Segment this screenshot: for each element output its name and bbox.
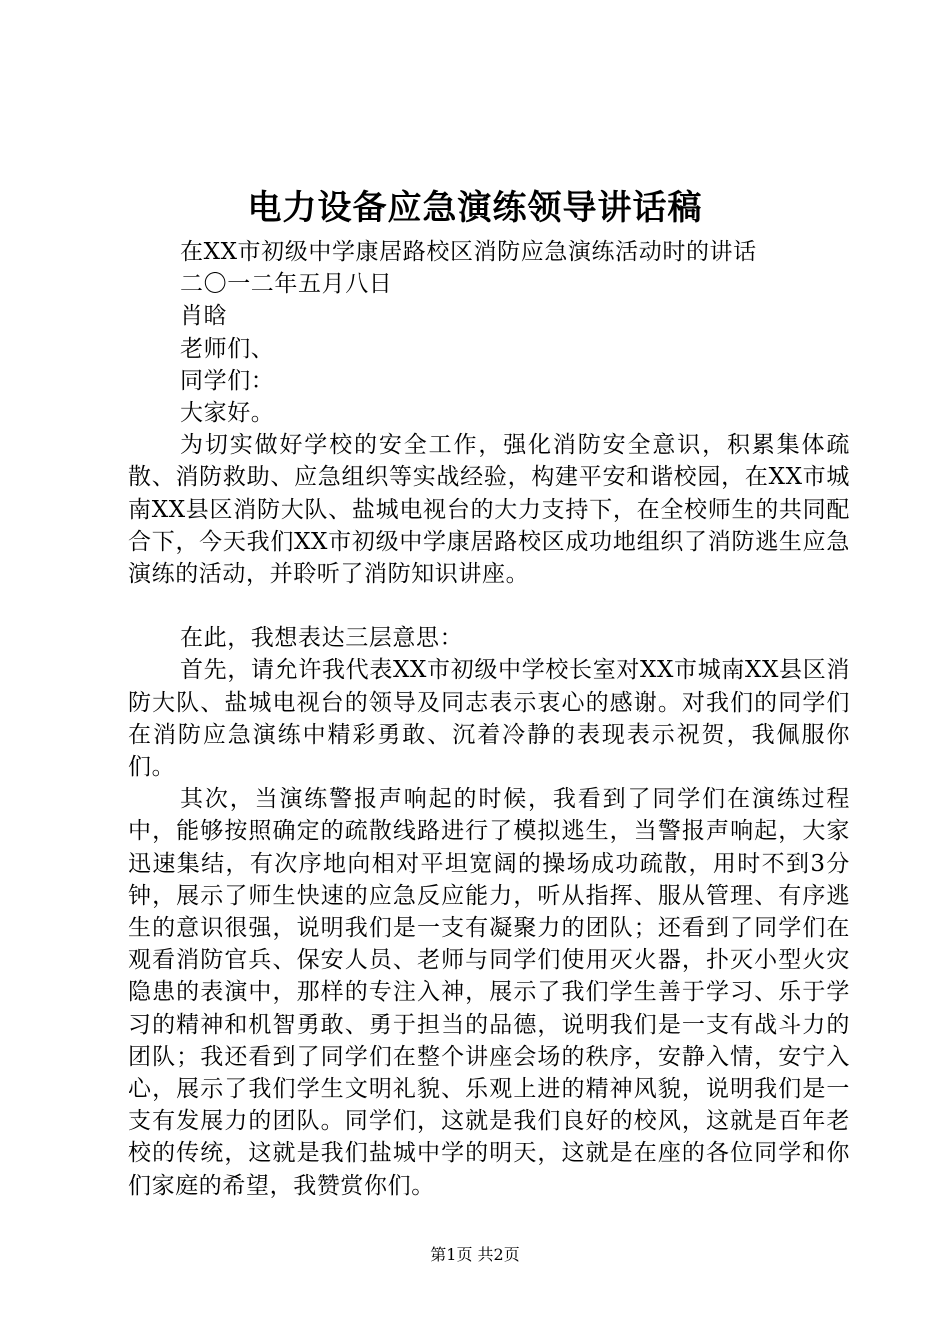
greeting-line: 大家好。 bbox=[180, 400, 275, 427]
paragraph-intro: 为切实做好学校的安全工作，强化消防安全意识，积累集体疏散、消防救助、应急组织等实战经验，构建平安和谐校园，在XX市城南XX县区消防大队、盐城电视台的大力支持下，在全校师生的共同配合下，今天我们XX市初级中学康居路校区成功地组织了消防逃生应急演练的活动，并聆听了消防知识讲座。 bbox=[128, 432, 850, 588]
paragraph-three-points: 在此，我想表达三层意思： bbox=[180, 625, 464, 652]
speech-occasion-line: 在XX市初级中学康居路校区消防应急演练活动时的讲话 bbox=[180, 239, 757, 265]
paragraph-second-point: 其次，当演练警报声响起的时候，我看到了同学们在演练过程中，能够按照确定的疏散线路进行了模拟逃生，当警报声响起，大家迅速集结，有次序地向相对平坦宽阔的操场成功疏散，用时不到3分钟，展示了师生快速的应急反应能力，听从指挥、服从管理、有序逃生的意识很强，说明我们是一支有凝聚力的团队；还看到了同学们在观看消防官兵、保安人员、老师与同学们使用灭火器，扑灭小型火灾隐患的表演中，那样的专注入神，展示了我们学生善于学习、乐于学习的精神和机智勇敢、勇于担当的品德，说明我们是一支有战斗力的团队；我还看到了同学们在整个讲座会场的秩序，安静入情，安宁入心，展示了我们学生文明礼貌、乐观上进的精神风貌，说明我们是一支有发展力的团队。同学们，这就是我们良好的校风，这就是百年老校的传统，这就是我们盐城中学的明天，这就是在座的各位同学和你们家庭的希望，我赞赏你们。 bbox=[128, 786, 850, 1199]
salutation-students: 同学们： bbox=[180, 367, 275, 394]
speech-date-line: 二〇一二年五月八日 bbox=[180, 271, 393, 298]
page-number-footer: 第1页 共2页 bbox=[430, 1245, 520, 1264]
document-body bbox=[128, 236, 850, 1202]
paragraph-first-point: 首先，请允许我代表XX市初级中学校长室对XX市城南XX县区消防大队、盐城电视台的领导及同志表示衷心的感谢。对我们的同学们在消防应急演练中精彩勇敢、沉着冷静的表现表示祝贺，我佩服你们。 bbox=[128, 657, 850, 781]
document-title: 电力设备应急演练领导讲话稿 bbox=[247, 188, 703, 228]
speaker-name-line: 肖晗 bbox=[180, 303, 228, 330]
salutation-teachers: 老师们、 bbox=[180, 335, 275, 362]
paragraph-spacer bbox=[128, 590, 850, 622]
